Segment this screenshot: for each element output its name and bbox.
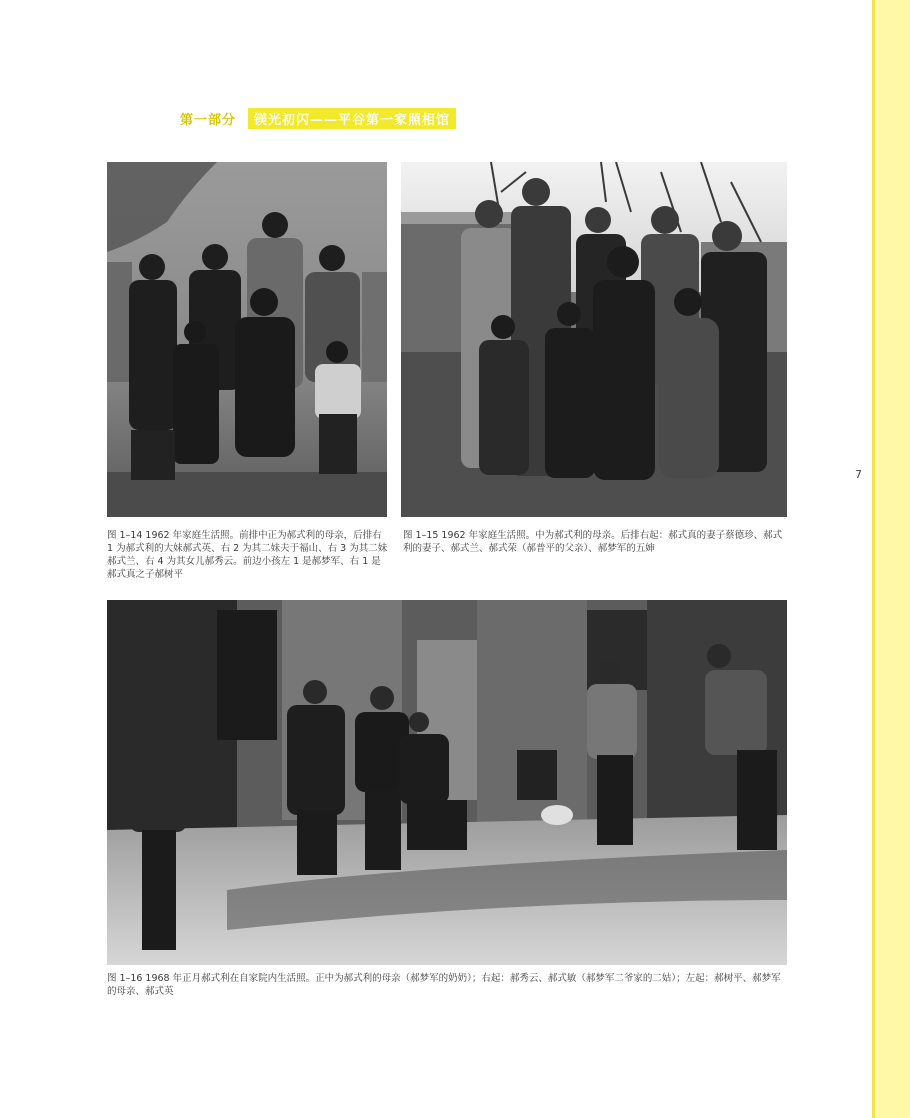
header-part-label: 第一部分 xyxy=(180,112,237,128)
header-section-title: 镁光初闪——平谷第一家照相馆 xyxy=(248,108,456,129)
caption-fig-1-16: 图 1–16 1968 年正月郝式利在自家院内生活照。正中为郝式利的母亲（郝梦军的奶奶）；右起：郝秀云、郝式敏（郝梦军二爷家的二姑）；左起：郝树平、郝梦军的母亲、郝式英 xyxy=(107,973,781,997)
side-color-band xyxy=(872,0,910,1118)
caption-fig-1-14: 图 1–14 1962 年家庭生活照。前排中正为郝式利的母亲，后排右 1 为郝式利的大妹郝式英、右 2 为其二妹夫于福山、右 3 为其二妹郝式兰、右 4 为其女儿郝秀云。前边小孩左 1 是郝梦军、右 1 是郝式真之子郝树平 xyxy=(107,530,388,580)
photo-fig-1-14 xyxy=(107,162,387,517)
caption-fig-1-15: 图 1–15 1962 年家庭生活照。中为郝式利的母亲。后排右起：郝式真的妻子蔡德珍、郝式利的妻子、郝式兰、郝式荣（郝普平的父亲）、郝梦军的五婶 xyxy=(403,530,783,554)
photo-fig-1-16 xyxy=(107,600,787,965)
page-number: 7 xyxy=(855,468,862,481)
photo-fig-1-15 xyxy=(401,162,787,517)
running-header xyxy=(180,108,456,128)
